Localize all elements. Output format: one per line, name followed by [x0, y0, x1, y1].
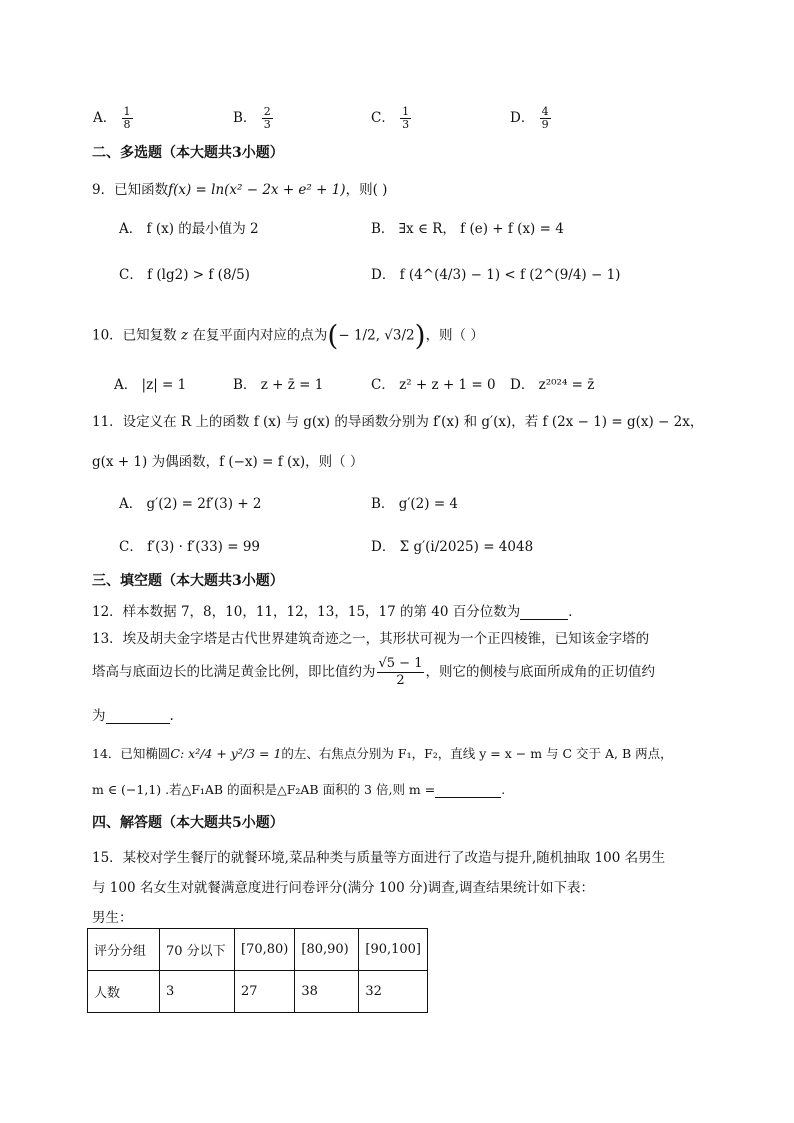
answer-blank — [435, 797, 501, 798]
q14-ellipse: C: x²/4 + y²/3 = 1 — [170, 746, 282, 761]
table-cell: 32 — [359, 971, 428, 1013]
table-cell: 人数 — [88, 971, 160, 1013]
q8-option-c — [371, 106, 412, 131]
section-heading-fill-in: 三、填空题（本大题共3小题） — [92, 573, 284, 589]
table-header-row — [88, 929, 428, 971]
table-header-cell: [90,100] — [359, 929, 428, 971]
q9-option-b: B． ∃x ∈ R， f (e) + f (x) = 4 — [371, 221, 564, 237]
table-header-cell: [80,90) — [295, 929, 359, 971]
q10-point-x: − 1/2 — [338, 327, 376, 344]
q13-line3-text: 为 — [92, 708, 106, 724]
q12: 12．样本数据 7，8，10，11，12，13，15，17 的第 40 百分位数为 ． — [92, 604, 582, 620]
denominator: 3 — [402, 118, 410, 131]
q14-line1-suffix: 的左、右焦点分别为 F₁，F₂，直线 y = x − m 与 C 交于 A, B 两点， — [281, 746, 673, 761]
q10-option-b: B． z + z̄ = 1 — [233, 377, 324, 393]
q11-option-a: A． g′(2) = 2f′(3) + 2 — [119, 496, 262, 512]
q8-option-d — [510, 106, 552, 131]
section-heading-multiple-choice: 二、多选题（本大题共3小题） — [92, 145, 284, 161]
q9-option-d: D． f (4^(4/3) − 1) < f (2^(9/4) − 1) — [371, 267, 621, 283]
q9-stem-prefix: 9．已知函数 — [92, 182, 169, 198]
fraction — [400, 106, 411, 131]
q10-point-y: √3/2 — [384, 327, 415, 344]
q12-text: 12．样本数据 7，8，10，11，12，13，15，17 的第 40 百分位数为 — [92, 604, 521, 620]
q8-option-a — [93, 106, 134, 131]
q9-option-c: C． f (lg2) > f (8/5) — [119, 267, 250, 283]
section-heading-solution: 四、解答题（本大题共5小题） — [92, 815, 284, 831]
option-letter: D． — [510, 110, 535, 126]
table-cell: 27 — [235, 971, 295, 1013]
q9-option-a: A． f (x) 的最小值为 2 — [119, 221, 259, 237]
answer-blank — [520, 619, 568, 620]
paren-open: ( — [327, 319, 339, 352]
q10-stem-mid: 在复平面内对应的点为 — [192, 327, 328, 344]
q13-line2-suffix: ，则它的侧棱与底面所成角的正切值约 — [425, 664, 655, 680]
male-score-table — [87, 928, 428, 1013]
table-header-cell: [70,80) — [235, 929, 295, 971]
q10-option-d: D． z²⁰²⁴ = z̄ — [510, 377, 595, 393]
table-cell: 3 — [160, 971, 235, 1013]
table-cell: 38 — [295, 971, 359, 1013]
q15-line2: 与 100 名女生对就餐满意度进行问卷评分(满分 100 分)调查,调查结果统计如下表： — [92, 880, 595, 896]
option-letter: B． — [233, 110, 257, 126]
q13-line2 — [92, 656, 655, 689]
q15-male-label: 男生： — [92, 910, 133, 926]
option-letter: C． — [371, 110, 395, 126]
q11-option-d: D． Σ g′(i/2025) = 4048 — [371, 539, 534, 555]
golden-ratio-fraction — [377, 656, 425, 689]
q10-stem-prefix: 10．已知复数 — [92, 327, 177, 344]
numerator: 1 — [402, 105, 410, 118]
answer-blank — [106, 723, 170, 724]
numerator: 2 — [263, 105, 271, 118]
q13-line2-prefix: 塔高与底面边长的比满足黄金比例，即比值约为 — [92, 664, 376, 680]
q13-line3: 为 . — [92, 708, 174, 724]
q15-line1: 15．某校对学生餐厅的就餐环境,菜品种类与质量等方面进行了改造与提升,随机抽取 100 名男生 — [92, 850, 666, 866]
q14-line1-prefix: 14．已知椭圆 — [92, 746, 171, 761]
q9-function: f(x) = ln(x² − 2x + e² + 1) — [168, 182, 346, 198]
q11-stem-line1: 11．设定义在 R 上的函数 f (x) 与 g(x) 的导函数分别为 f′(x) 和 g′(x)，若 f (2x − 1) = g(x) − 2x， — [92, 414, 704, 430]
q14-line2-text: m ∈ (−1,1) .若△F₁AB 的面积是△F₂AB 面积的 3 倍,则 m = — [92, 782, 436, 797]
table-row — [88, 971, 428, 1013]
numerator: 1 — [123, 105, 131, 118]
q10-variable: z — [180, 327, 189, 344]
numerator: √5 − 1 — [378, 656, 423, 671]
q11-option-b: B． g′(2) = 4 — [371, 496, 459, 512]
q11-option-c: C． f′(3) · f′(33) = 99 — [119, 539, 261, 555]
q9-stem-suffix: ，则( ) — [345, 182, 388, 198]
table-header-cell: 70 分以下 — [160, 929, 235, 971]
fraction — [540, 106, 551, 131]
denominator: 9 — [541, 118, 549, 131]
q8-option-b — [233, 106, 274, 131]
numerator: 4 — [541, 105, 549, 118]
q14-line1 — [92, 744, 673, 762]
fraction — [262, 106, 273, 131]
option-letter: A． — [93, 110, 117, 126]
paren-close: ) — [414, 319, 426, 352]
fraction — [122, 106, 133, 131]
denominator: 2 — [396, 673, 405, 688]
table-header-cell: 评分分组 — [88, 929, 160, 971]
denominator: 3 — [263, 118, 271, 131]
denominator: 8 — [123, 118, 131, 131]
q13-line1: 13．埃及胡夫金字塔是古代世界建筑奇迹之一，其形状可视为一个正四棱锥，已知该金字塔的 — [92, 631, 650, 647]
q11-stem-line2: g(x + 1) 为偶函数，f (−x) = f (x)，则（ ） — [92, 454, 364, 470]
q10-option-c: C． z² + z + 1 = 0 — [371, 377, 496, 393]
q14-line2: m ∈ (−1,1) .若△F₁AB 的面积是△F₂AB 面积的 3 倍,则 m = . — [92, 782, 506, 797]
q9-stem — [92, 178, 387, 198]
q10-stem-suffix: ，则（ ） — [425, 327, 484, 344]
q10-option-a: A． |z| = 1 — [114, 377, 187, 393]
q10-stem: 10．已知复数 z 在复平面内对应的点为(− 1/2, √3/2)，则（ ） — [92, 319, 484, 352]
